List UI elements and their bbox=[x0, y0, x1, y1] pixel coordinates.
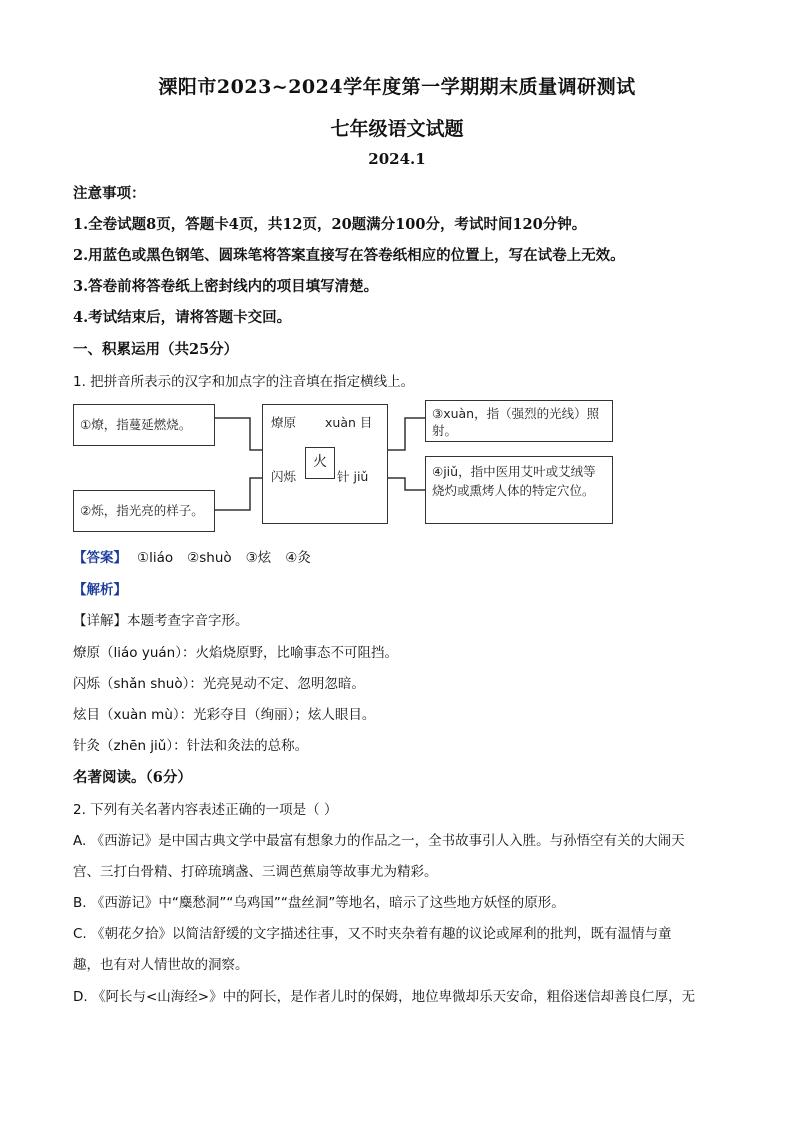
option-line: B. 《西游记》中“麋愁洞”“乌鸡国”“盘丝洞”等地名，暗示了这些地方妖怪的原形。 bbox=[73, 895, 565, 911]
explanation-line: 闪烁（shǎn shuò）：光亮晃动不定、忽明忽暗。 bbox=[73, 676, 365, 692]
answer-item: ④灸 bbox=[285, 550, 311, 566]
notice-item: 3.答卷前将答卷纸上密封线内的项目填写清楚。 bbox=[73, 278, 379, 295]
section-heading: 一、积累运用（共25分） bbox=[73, 341, 239, 358]
diagram-text: ②烁，指光亮的样子。 bbox=[80, 503, 204, 518]
explanation-line: 针灸（zhēn jiǔ）：针法和灸法的总称。 bbox=[73, 738, 309, 754]
notice-heading: 注意事项： bbox=[73, 185, 146, 202]
diagram-center-box bbox=[262, 404, 388, 524]
connector-line bbox=[215, 478, 262, 510]
diagram-text: ④jiǔ，指中医用艾叶或艾绒等烧灼或熏烤人体的特定穴位。 bbox=[432, 464, 596, 498]
center-word-xuanmu: xuàn 目 bbox=[325, 415, 373, 430]
diagram-text: ①燎，指蔓延燃烧。 bbox=[80, 417, 192, 432]
notice-item: 2.用蓝色或黑色钢笔、圆珠笔将答案直接写在答卷纸相应的位置上，写在试卷上无效。 bbox=[73, 247, 625, 264]
analysis-line bbox=[73, 578, 127, 598]
center-word-zhenjiu: 针 jiǔ bbox=[337, 469, 369, 484]
answer-item: ②shuò bbox=[187, 550, 232, 566]
diagram-text: ③xuàn，指（强烈的光线）照射。 bbox=[432, 406, 600, 438]
notice-item: 4.考试结束后，请将答题卡交回。 bbox=[73, 309, 292, 326]
question-1-stem: 1. 把拼音所表示的汉字和加点字的注音填在指定横线上。 bbox=[73, 374, 415, 390]
explanation-line: 燎原（liáo yuán）：火焰烧原野，比喻事态不可阻挡。 bbox=[73, 645, 398, 661]
diagram-box-jiu bbox=[425, 456, 613, 524]
answer-line bbox=[73, 546, 325, 566]
diagram-box-xuan bbox=[425, 400, 613, 442]
question-2-stem: 2. 下列有关名著内容表述正确的一项是（ ） bbox=[73, 802, 338, 818]
reading-heading: 名著阅读。（6分） bbox=[73, 769, 192, 786]
connector-line bbox=[388, 418, 425, 450]
option-line: 宫、三打白骨精、打碎琉璃盏、三调芭蕉扇等故事尤为精彩。 bbox=[73, 864, 438, 880]
radical-box bbox=[305, 447, 335, 479]
exam-date: 2024.1 bbox=[368, 150, 426, 168]
connector-line bbox=[215, 418, 262, 450]
answer-item: ①liáo bbox=[137, 550, 174, 566]
answer-values bbox=[137, 550, 325, 566]
detail-line bbox=[73, 609, 249, 629]
analysis-label: 【解析】 bbox=[73, 582, 127, 598]
option-line: D. 《阿长与<山海经>》中的阿长，是作者儿时的保姆，地位卑微却乐天安命，粗俗迷信却善良仁厚，无 bbox=[73, 989, 696, 1005]
connector-line bbox=[388, 478, 425, 490]
center-word-liaoyuan: 燎原 bbox=[271, 415, 297, 430]
exam-subtitle: 七年级语文试题 bbox=[330, 118, 464, 140]
answer-label: 【答案】 bbox=[73, 550, 127, 566]
option-line: 趣，也有对人情世故的洞察。 bbox=[73, 957, 249, 973]
option-line: C. 《朝花夕拾》以简洁舒缓的文字描述往事，又不时夹杂着有趣的议论或犀利的批判，既有温情与童 bbox=[73, 926, 672, 942]
center-word-shanshuo: 闪烁 bbox=[271, 469, 297, 484]
notice-item: 1.全卷试题8页，答题卡4页，共12页，20题满分100分，考试时间120分钟。 bbox=[73, 216, 587, 233]
option-line: A. 《西游记》是中国古典文学中最富有想象力的作品之一，全书故事引人入胜。与孙悟空有关的大闹天 bbox=[73, 833, 685, 849]
radical-char: 火 bbox=[313, 454, 327, 470]
diagram-box-shuo bbox=[73, 490, 215, 532]
answer-item: ③炫 bbox=[245, 550, 272, 566]
detail-label: 【详解】 bbox=[73, 613, 127, 629]
exam-title: 溧阳市2023~2024学年度第一学期期末质量调研测试 bbox=[158, 76, 636, 98]
explanation-line: 炫目（xuàn mù）：光彩夺目（绚丽）；炫人眼目。 bbox=[73, 707, 376, 723]
diagram-box-liao bbox=[73, 404, 215, 446]
detail-text: 本题考查字音字形。 bbox=[127, 613, 249, 629]
